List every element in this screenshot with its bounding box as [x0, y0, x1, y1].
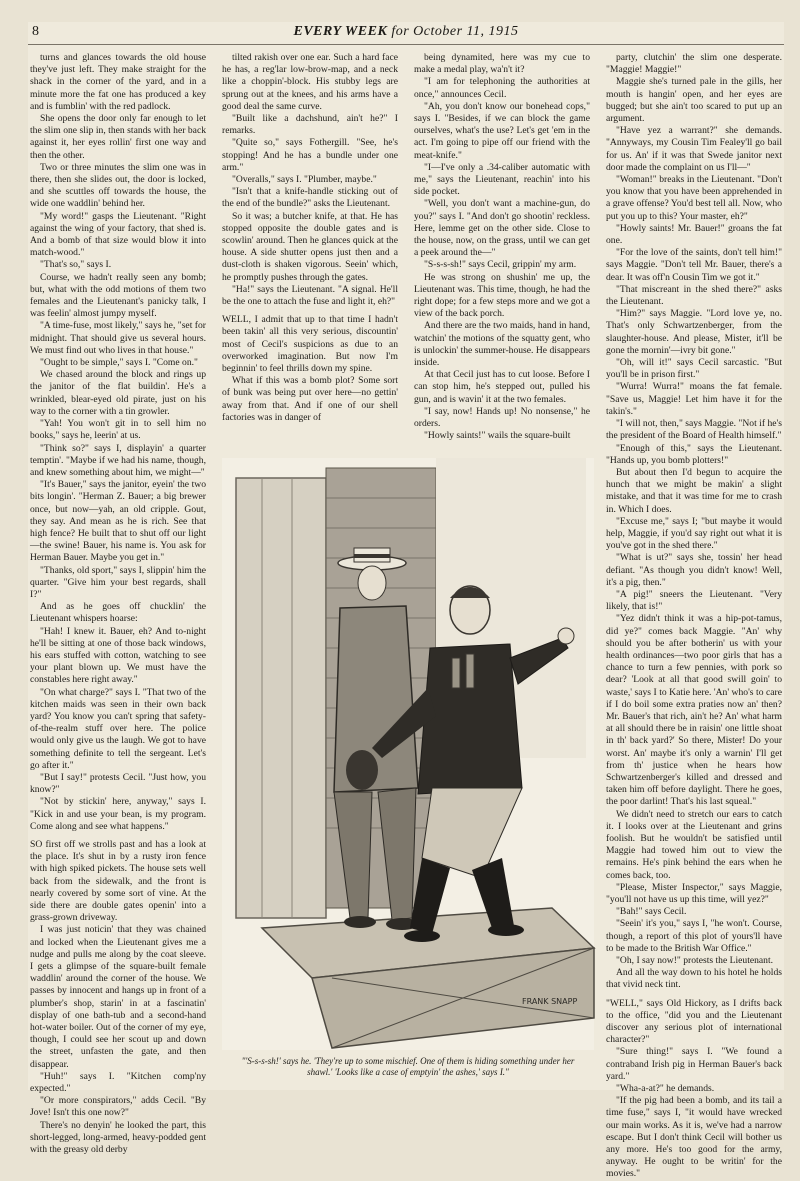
paragraph: "A time-fuse, most likely," says he, "set for midnight. That should give us several hours. We must find out who lives in that house." — [30, 320, 206, 356]
paragraph: Course, we hadn't really seen any bomb; but, what with the odd motions of them two females and the Lieutenant's panicky talk, I was feelin' almost jumpy myself. — [30, 271, 206, 320]
paragraph: "Huh!" says I. "Kitchen comp'ny expected." — [30, 1070, 206, 1095]
paragraph: "A pig!" sneers the Lieutenant. "Very likely, that is!" — [606, 588, 782, 613]
paragraph: "Thanks, old sport," says I, slippin' him the quarter. "Give him your best regards, shall I?" — [30, 564, 206, 600]
paragraph: "I say, now! Hands up! No nonsense," he orders. — [414, 405, 590, 430]
paragraph: SO first off we strolls past and has a look at the place. It's shut in by a rusty iron fence with high spiked pickets. The house sets well back from the sidewalk, and the front is nearly covered by some sort of vine. At the side there are double gates openin' into a grass-grown driveway. — [30, 839, 206, 924]
paragraph: "Yez didn't think it was a hip-pot-tamus, did ye?" comes back Maggie. "An' why should you be after botherin' us with your health ordinances—two poor girls that has a chance to turn a few pennies, with pork so dear? 'Look at all that good swill goin' to waste,' says I to Katie here. 'An' who's to care if I do boil some extra praties now an' then? Mr. Bauer's that rich, ain't he? An' what harm at all should there be in raisin' one little shoat in th' back yard?' So there, Mister! Do your worst. An' maybe it's only a warnin' I'll get from th' justice when he hears how Schwartzenberger's killed and dressed and taken him off before daylight. There he goes, the poor darlint! That's his last squeal." — [606, 613, 782, 808]
paragraph: "Wha-a-at?" he demands. — [616, 1083, 715, 1095]
paragraph: At that Cecil just has to cut loose. Before I can stop him, he's stepped out, pulled his gun, and is wavin' it at the two females. — [414, 369, 590, 405]
paragraph: "Or more conspirators," adds Cecil. "By Jove! Isn't this one now?" — [30, 1095, 206, 1119]
paragraph: "I will not, then," says Maggie. "Not if he's the president of the Board of Health himself." — [606, 418, 782, 442]
paragraph: Maggie she's turned pale in the gills, her mouth is hangin' open, and her eyes are bugged; but she ain't too scared to put up an argument. — [606, 76, 782, 125]
magazine-page — [28, 22, 784, 1180]
paragraph: "Wurra! Wurra!" moans the fat female. "Save us, Maggie! Let him have it for the takin's." — [606, 381, 782, 417]
artist-signature: FRANK SNAPP — [522, 997, 578, 1006]
page-number: 8 — [32, 24, 39, 39]
paragraph: "Oh, I say now!" protests the Lieutenant. — [616, 955, 774, 967]
paragraph: "Ah, you don't know our bonehead cops," says I. "Besides, if we can block the game ourselves, what's the use? Let's get 'em in the act. I'm going to pipe off our friend with the meat-knife." — [414, 100, 590, 161]
paragraph: There's no denyin' he looked the part, this short-legged, long-armed, heavy-podded gent with the greasy old derby — [30, 1119, 206, 1156]
paragraph: And all the way down to his hotel he holds that vivid neck tint. — [606, 967, 782, 991]
page-header — [28, 22, 784, 45]
paragraph: "Howly saints! Mr. Bauer!" groans the fat one. — [606, 222, 782, 247]
paragraph: "Yah! You won't git in to sell him no books," says he, leerin' at us. — [30, 418, 206, 442]
paragraph: "That miscreant in the shed there?" asks the Lieutenant. — [606, 283, 782, 308]
paragraph: I was just noticin' that they was chained and locked when the Lieutenant gives me a nudge and pulls me along by the coat sleeve. I gets a glimpse of the square-built female waddlin' around the corner of the house. We passes by innocent and hangs up in front of a plumber's shop, starin' in at a fascinatin' display of one bath-tub and a second-hand hot-water boiler. Out of the corner of my eye, though, I could see her scout up and down the street, unfasten the gate, and then disappear. — [30, 924, 206, 1070]
paragraph: "Built like a dachshund, ain't he?" I remarks. — [222, 113, 398, 137]
paragraph: "On what charge?" says I. "That two of the kitchen maids was seen in their own back yard? You know you can't spring that safety-of-the-realm stuff over here. The police would only give us the laugh. We got to have something definite to tell the sergeant. Let's go after it." — [30, 686, 206, 771]
paragraph: He was strong on shushin' me up, the Lieutenant was. This time, though, he had the right dope; for a few steps more and we got a view of the back porch. — [414, 271, 590, 320]
paragraph: We chased around the block and rings up the janitor of the flat buildin'. He's a wrinkled, blear-eyed old pirate, just on his way to the corner with a tin growler. — [30, 369, 206, 417]
paragraph: "I am for telephoning the authorities at once," announces Cecil. — [414, 76, 590, 100]
paragraph: And there are the two maids, hand in hand, watchin' the motions of the squatty gent, who is unlockin' the summer-house. He disappears inside. — [414, 320, 590, 369]
paragraph: being dynamited, here was my cue to make a medal play, wa'n't it? — [414, 52, 590, 76]
paragraph: "Have yez a warrant?" she demands. "Annyways, my Cousin Tim Fealey'll go bail for us. An' if it was that Swede janitor next door made the complaint on us I'll—" — [606, 125, 782, 173]
bottle — [452, 658, 460, 688]
issue-date: for October 11, 1915 — [391, 24, 519, 39]
paragraph: "Woman!" breaks in the Lieutenant. "Don't you know that you have been apprehended in a grave offense? You'd best tell all. Now, who put you up to this? Your master, eh?" — [606, 174, 782, 222]
paragraph: "Seein' it's you," says I, "he won't. Course, though, a report of this plot of yours'll have to be made to the British War Office." — [606, 918, 782, 954]
text-column-4 — [606, 52, 782, 1180]
paragraph: "Ought to be simple," says I. "Come on." — [40, 357, 198, 369]
paragraph: "WELL," says Old Hickory, as I drifts back to the office, "did you and the Lieutenant discover any serious plot of international character?" — [606, 997, 782, 1046]
paragraph: "Overalls," says I. "Plumber, maybe." — [232, 174, 377, 186]
paragraph: "If the pig had been a bomb, and its tail a time fuse," says I, "it would have wrecked our main works. As it is, we've had a narrow escape. But I don't think Cecil will bother us any more. He's too good for the army, anyway. He ought to be writin' for the movies." — [606, 1095, 782, 1180]
paragraph: "Enough of this," says the Lieutenant. "Hands up, you bomb plotters!" — [606, 442, 782, 466]
paragraph: turns and glances towards the old house they've just left. They make straight for the shack in the corner of the yard, and in a minute more the fat one has produced a key and is fumblin' with the red padlock. — [30, 52, 206, 112]
paragraph: "Quite so," says Fothergill. "See, he's stopping! And he has a bundle under one arm." — [222, 137, 398, 173]
paragraph: So it was; a butcher knife, at that. He has stopped opposite the double gates and is scowlin' around. Then he glances quick at the house. A side shutter opens just then and a dust-cloth is shaken vigorous. Seein' which, he promptly pushes through the gates. — [222, 210, 398, 283]
text-column-3 — [414, 52, 590, 457]
story-illustration — [222, 458, 594, 1050]
paragraph: "S-s-s-sh!" says Cecil, grippin' my arm. — [424, 259, 577, 271]
paragraph: "I—I've only a .34-caliber automatic with me," says the Lieutenant, reachin' into his side pocket. — [414, 161, 590, 198]
paragraph: "Isn't that a knife-handle sticking out of the end of the bundle?" asks the Lieutenant. — [222, 186, 398, 210]
paragraph: "What is ut?" says she, tossin' her head defiant. "As though you didn't know! Well, it's a pig, then." — [606, 552, 782, 588]
paragraph: "Howly saints!" wails the square-built — [424, 430, 571, 442]
paragraph: We didn't need to stretch our ears to catch it. I looks over at the Lieutenant and grins foolish. But he wouldn't be satisfied until Maggie had towed him out to view the remains. He's pink behind the ears when he comes back, too. — [606, 808, 782, 881]
magazine-title: EVERY WEEK — [293, 24, 388, 39]
paragraph: "Hah! I knew it. Bauer, eh? And to-night he'll be sitting at one of those back windows, his ears stuffed with cotton, watching to see your plant blown up. We must have the constables here right away." — [30, 625, 206, 686]
paragraph: She opens the door only far enough to let the slim one slip in, then stands with her back against it, her eyes rollin' first one way and then the other. — [30, 113, 206, 161]
paragraph: "It's Bauer," says the janitor, eyein' the two bits longin'. "Herman Z. Bauer; a big brewer once, but now—yah, an old cripple. Gout, they say. And mean as he is rich. See that high fence? He built that to shut off our light—the swine! Bauer, his name is. You ask for Herman Bauer. Maybe you get in." — [30, 479, 206, 564]
paragraph: "That's so," says I. — [40, 259, 112, 271]
paragraph: WELL, I admit that up to that time I hadn't been takin' all this very serious, discountin' most of Cecil's suspicions as due to an overworked imagination. But now I'm beginnin' to feel thrills down my spine. — [222, 314, 398, 375]
paragraph: "Not by stickin' here, anyway," says I. "Kick in and use your bean, is my program. Come along and see what happens." — [30, 796, 206, 832]
paragraph: And as he goes off chucklin' the Lieutenant whispers hoarse: — [30, 601, 206, 625]
paragraph: "Excuse me," says I; "but maybe it would help, Maggie, if you'd say right out what it is you've got in the shed there." — [606, 515, 782, 552]
illustration-caption: "'S-s-s-sh!' says he. 'They're up to some mischief. One of them is hiding something under her shawl.' 'Looks like a case of emptyin' the ashes,' says I." — [241, 1056, 575, 1077]
paragraph: "Him?" says Maggie. "Lord love ye, no. That's only Schwartzenberger, from the slaughter-house. And please, Mister, it'll be gone the mornin'—ivry bit gone." — [606, 308, 782, 356]
paragraph: tilted rakish over one ear. Such a hard face he has, a reg'lar low-brow-map, and a neck like a choppin'-block. His stubby legs are sprung out at the knees, and his arms have a good deal the same curve. — [222, 52, 398, 112]
paragraph: "Sure thing!" says I. "We found a contraband Irish pig in Herman Bauer's back yard." — [606, 1046, 782, 1082]
paragraph: Two or three minutes the slim one was in there, then she slides out, the door is locked, and she scuttles off towards the house, the wide one waddlin' behind her. — [30, 161, 206, 210]
paragraph: But about then I'd begun to acquire the hunch that we might be makin' a slight mistake, and that it was time for me to crash in. Which I does. — [606, 466, 782, 515]
derby-hat — [346, 750, 378, 790]
paragraph: "Please, Mister Inspector," says Maggie, "you'll not have us up this time, will yez?" — [606, 881, 782, 906]
paragraph: party, clutchin' the slim one desperate. "Maggie! Maggie!" — [606, 52, 782, 76]
bottle — [466, 654, 474, 688]
paragraph: "Ha!" says the Lieutenant. "A signal. He'll be the one to attach the fuse and light it, eh?" — [222, 283, 398, 308]
paragraph: "Bah!" says Cecil. — [616, 906, 687, 918]
paragraph: What if this was a bomb plot? Some sort of bunk was being put over here—no gettin' away from that. And if one of our shell factories was in danger of — [222, 375, 398, 423]
paragraph: "Think so?" says I, displayin' a quarter temptin'. "Maybe if we had his name, though, and knew something about him, we might—" — [30, 442, 206, 478]
paragraph: "Oh, will it!" says Cecil sarcastic. "But you'll be in prison first." — [606, 357, 782, 381]
text-column-2 — [222, 52, 398, 457]
paragraph: "For the love of the saints, don't tell him!" says Maggie. "Don't tell Mr. Bauer, there's a dear. It was off'n Cousin Tim we got it." — [606, 247, 782, 283]
paragraph: "My word!" gasps the Lieutenant. "Right against the wing of your factory, that shed is. And a bomb of that size would blow it into match-wood." — [30, 210, 206, 259]
text-column-1 — [30, 52, 206, 1156]
running-title — [28, 24, 784, 40]
paragraph: "But I say!" protests Cecil. "Just how, you know?" — [30, 771, 206, 796]
paragraph: "Well, you don't want a machine-gun, do you?" says I. "And don't go shootin' reckless. Here, lemme get on the other side. Close to the house, now, on the grass, until we can get a peek around the—" — [414, 198, 590, 259]
fence-panel — [236, 478, 326, 918]
